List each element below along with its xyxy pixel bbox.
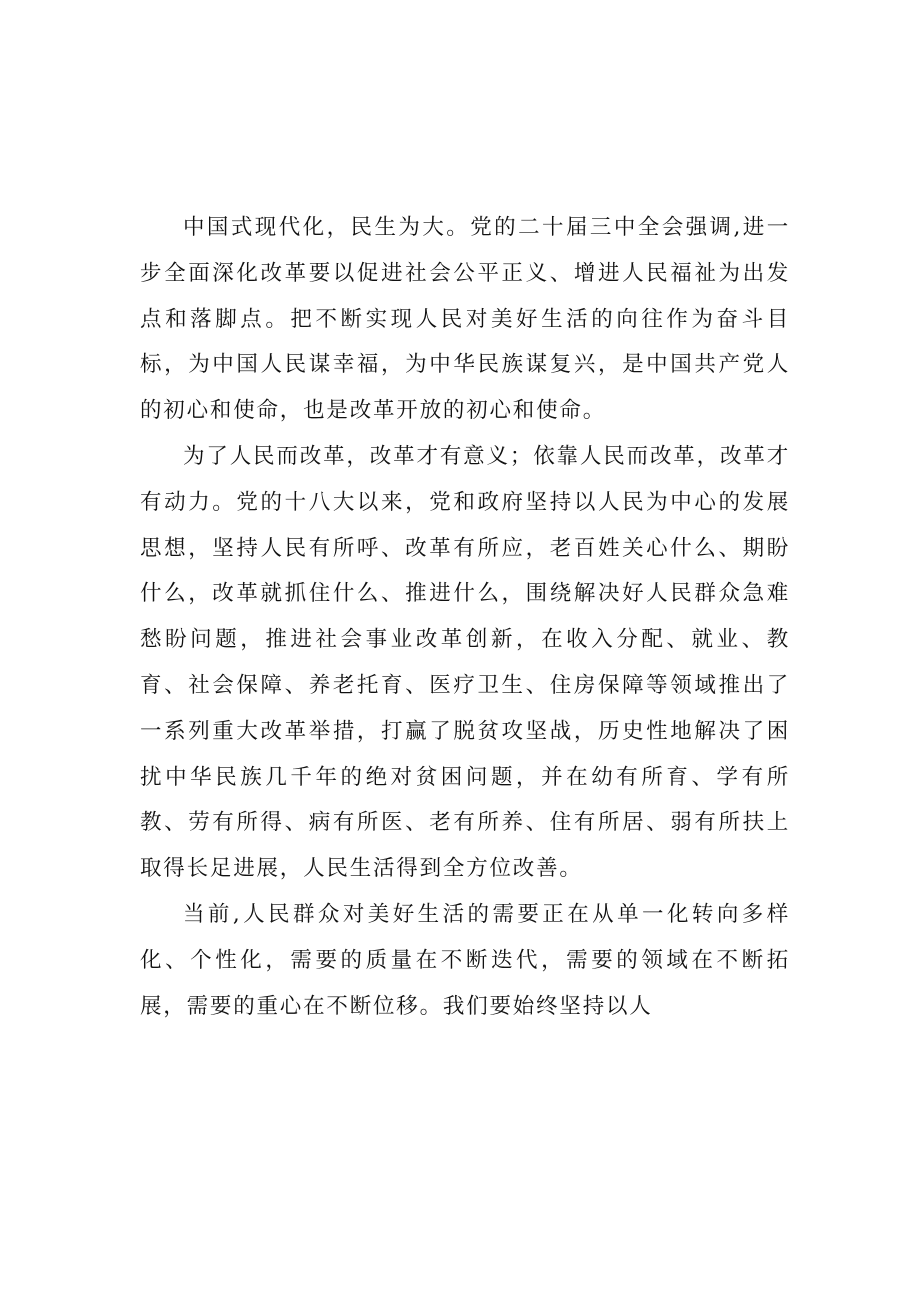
paragraph-3: 当前,人民群众对美好生活的需要正在从单一化转向多样化、个性化，需要的质量在不断迭代，需要的领域在不断拓展，需要的重心在不断位移。我们要始终坚持以人 (140, 901, 790, 1019)
paragraph-2: 为了人民而改革，改革才有意义；依靠人民而改革，改革才有动力。党的十八大以来，党和政府坚持以人民为中心的发展思想，坚持人民有所呼、改革有所应，老百姓关心什么、期盼什么，改革就抓住什么、推进什么，围绕解决好人民群众急难愁盼问题，推进社会事业改革创新，在收入分配、就业、教育、社会保障、养老托育、医疗卫生、住房保障等领域推出了一系列重大改革举措，打赢了脱贫攻坚战，历史性地解决了困扰中华民族几千年的绝对贫困问题，并在幼有所育、学有所教、劳有所得、病有所医、老有所养、住有所居、弱有所扶上取得长足进展，人民生活得到全方位改善。 (140, 443, 790, 882)
paragraph-1: 中国式现代化，民生为大。党的二十届三中全会强调,进一步全面深化改革要以促进社会公平正义、增进人民福祉为出发点和落脚点。把不断实现人民对美好生活的向往作为奋斗目标，为中国人民谋幸福，为中华民族谋复兴，是中国共产党人的初心和使命，也是改革开放的初心和使命。 (140, 215, 790, 424)
body-text (140, 205, 790, 1029)
